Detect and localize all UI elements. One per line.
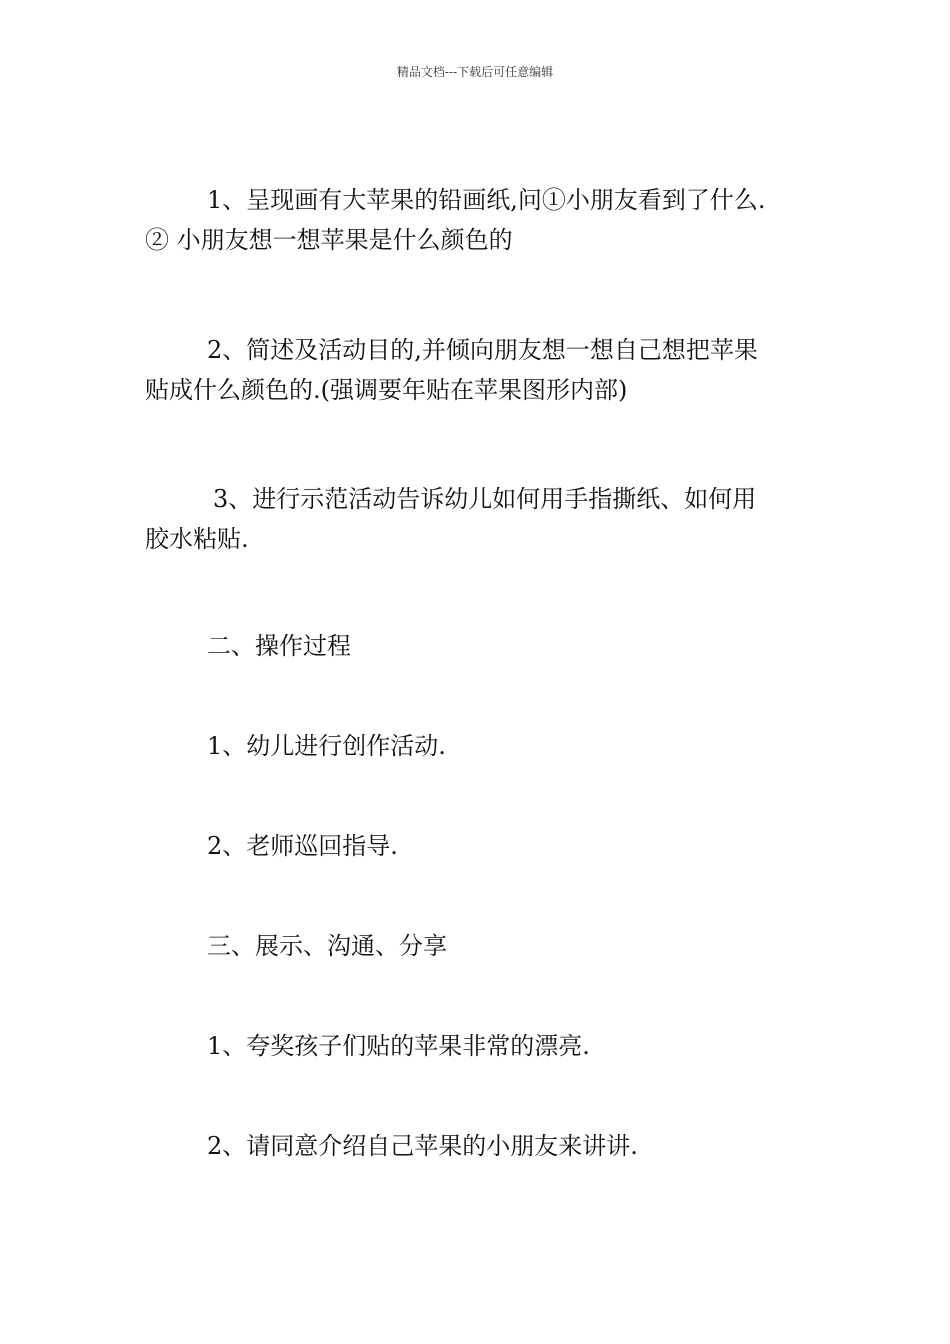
section-2-item-1: [145, 726, 815, 766]
paragraph-3-line-2: 胶水粘贴.: [145, 525, 249, 553]
section-3-heading-text: 三、展示、沟通、分享: [207, 932, 447, 960]
section-2-heading-text: 二、操作过程: [207, 632, 351, 660]
section-2-item-1-text: 1、幼儿进行创作活动.: [207, 732, 446, 760]
paragraph-2: [145, 330, 815, 410]
paragraph-1: [145, 180, 815, 260]
section-3-item-2: [145, 1126, 815, 1166]
paragraph-1-line-2: ② 小朋友想一想苹果是什么颜色的: [145, 226, 513, 254]
section-2-item-2-text: 2、老师巡回指导.: [207, 832, 398, 860]
paragraph-3: [145, 479, 815, 559]
section-3-heading: [145, 926, 815, 966]
paragraph-2-line-2: 贴成什么颜色的.(强调要年贴在苹果图形内部): [145, 376, 628, 404]
paragraph-3-line-1: 3、进行示范活动告诉幼儿如何用手指撕纸、如何用: [213, 485, 757, 513]
paragraph-2-line-1: 2、简述及活动目的,并倾向朋友想一想自己想把苹果: [207, 336, 758, 364]
section-2-item-2: [145, 826, 815, 866]
section-3-item-1: [145, 1026, 815, 1066]
paragraph-1-line-1: 1、呈现画有大苹果的铅画纸,问①小朋友看到了什么.: [207, 186, 766, 214]
section-3-item-2-text: 2、请同意介绍自己苹果的小朋友来讲讲.: [207, 1132, 638, 1160]
section-3-item-1-text: 1、夸奖孩子们贴的苹果非常的漂亮.: [207, 1032, 590, 1060]
page-header: 精品文档---下载后可任意编辑: [396, 65, 554, 79]
section-2-heading: [145, 626, 815, 666]
